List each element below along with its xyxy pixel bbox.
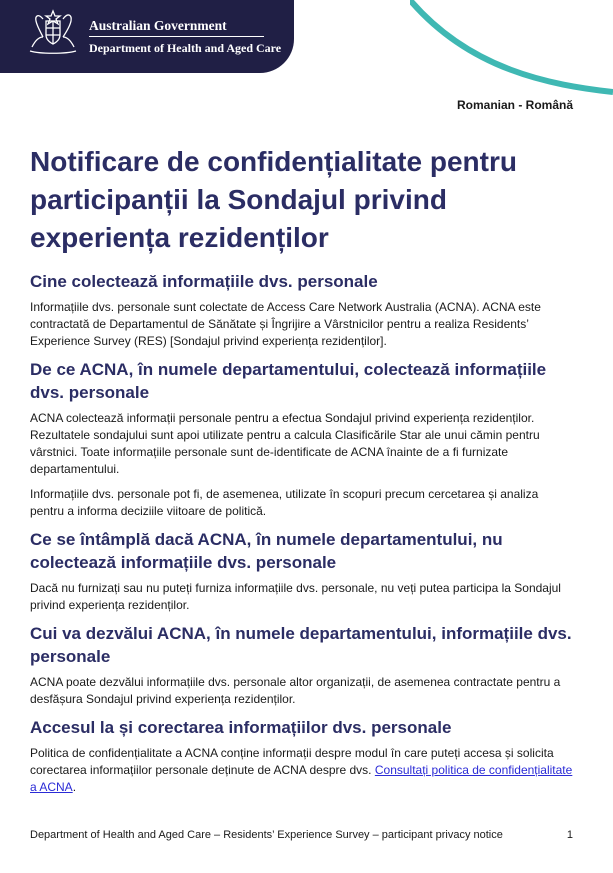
paragraph-text: Politica de confidențialitate a ACNA conține informații despre modul în care puteți accesa și solicita corectarea informațiilor personale deținute de ACNA despre dvs. (30, 746, 554, 777)
section-paragraph: ACNA poate dezvălui informațiile dvs. personale altor organizații, de asemenea contractate pentru a desfășura Sondajul privind experiența rezidenților. (30, 675, 561, 706)
section-access-correction (30, 716, 575, 796)
government-banner (0, 0, 294, 73)
section-heading: Cine colectează informațiile dvs. personale (30, 272, 378, 291)
section-heading: De ce ACNA, în numele departamentului, colectează informațiile dvs. personale (30, 360, 547, 402)
page-number: 1 (566, 829, 573, 841)
government-name: Australian Government (89, 18, 227, 33)
section-heading: Accesul la și corectarea informațiilor dvs. personale (30, 718, 452, 737)
page-footer (30, 828, 573, 842)
section-paragraph: Dacă nu furnizați sau nu puteți furniza informațiile dvs. personale, nu veți putea participa la Sondajul privind experiența rezidenților. (30, 581, 561, 612)
footer-text: Department of Health and Aged Care – Residents’ Experience Survey – participant privacy notice (30, 829, 503, 841)
document-body (30, 143, 575, 804)
coat-of-arms-icon (22, 7, 84, 57)
banner-divider (89, 36, 264, 37)
section-paragraph (30, 745, 575, 796)
paragraph-end: . (72, 780, 77, 794)
section-heading: Cui va dezvălui ACNA, în numele departamentului, informațiile dvs. personale (30, 624, 572, 666)
section-paragraph: Informațiile dvs. personale sunt colectate de Access Care Network Australia (ACNA). ACNA este contractată de Departamentul de Sănătate și Îngrijire a Vârstnicilor pentru a realiza Residents’ Experience Survey (RES) [Sondajul privind experiența rezidenților]. (30, 300, 541, 348)
section-paragraph: Informațiile dvs. personale pot fi, de asemenea, utilizate în scopuri precum cercetarea și analiza pentru a informa deciziile viitoare de politică. (30, 487, 539, 518)
page-title: Notificare de confidențialitate pentru participanții la Sondajul privind experiența rezidenților (30, 146, 517, 253)
section-paragraph: ACNA colectează informații personale pentru a efectua Sondajul privind experiența rezidenților. Rezultatele sondajului sunt apoi utilizate pentru a calcula Clasificările Star ale unui cămin pentru vârstnici. Toate informațiile personale sunt de-identificate de ACNA înainte de a fi furnizate departamentului. (30, 411, 540, 476)
privacy-policy-link[interactable]: Consultați politica de confidențialitate a ACNA (30, 763, 573, 794)
section-why-collects (30, 358, 575, 520)
section-disclosure (30, 622, 575, 708)
language-label: Romanian - Română (456, 98, 573, 112)
section-if-not-collected (30, 528, 575, 614)
section-heading: Ce se întâmplă dacă ACNA, în numele departamentului, nu colectează informațiile dvs. personale (30, 530, 503, 572)
section-who-collects (30, 270, 575, 350)
department-name: Department of Health and Aged Care (89, 41, 282, 55)
